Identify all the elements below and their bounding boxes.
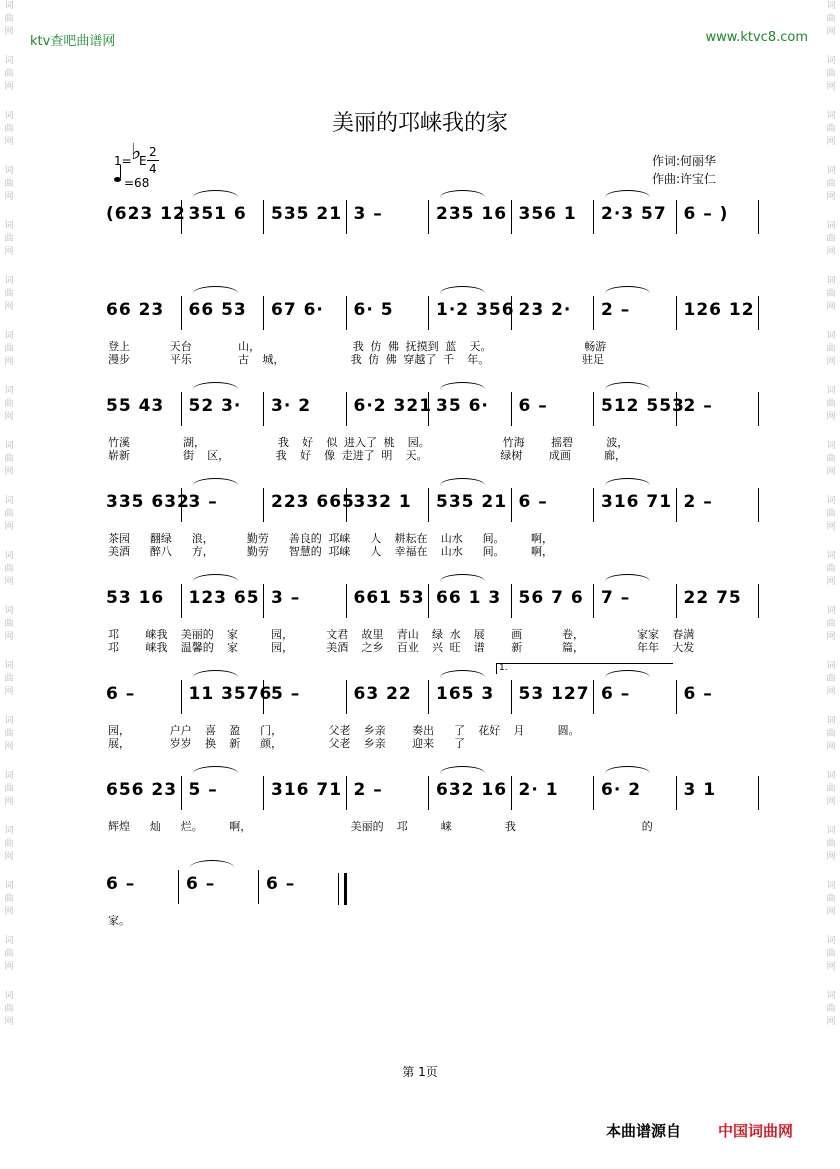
watermark-char: 网 (826, 27, 836, 37)
lyric-line: 茶园 翻绿 浪， 勤劳 善良的 邛崃 人 耕耘在 山水 间。 啊， (108, 532, 554, 545)
watermark-char: 曲 (4, 344, 14, 354)
watermark-char: 词 (826, 826, 836, 836)
watermark-char: 词 (826, 1, 836, 11)
watermark-char: 曲 (826, 894, 836, 904)
measure: 6· 5 (353, 300, 394, 320)
barline (676, 584, 677, 618)
watermark-char: 网 (826, 357, 836, 367)
barline (758, 488, 759, 522)
barline (676, 296, 677, 330)
watermark-char: 曲 (4, 399, 14, 409)
measure: 3 – (353, 204, 383, 224)
barline (511, 488, 512, 522)
barline (428, 584, 429, 618)
measure: 53 16 (106, 588, 165, 608)
watermark-char: 词 (826, 111, 836, 121)
watermark-char: 网 (826, 247, 836, 257)
barline (346, 680, 347, 714)
watermark-char: 网 (4, 192, 14, 202)
lyric-line: 美酒 醉八 方， 勤劳 智慧的 邛崃 人 幸福在 山水 间。 啊， (108, 545, 554, 558)
barline (346, 584, 347, 618)
watermark-char: 词 (4, 771, 14, 781)
barline (346, 776, 347, 810)
slur (605, 478, 650, 493)
volta-label: 1. (499, 663, 508, 673)
watermark-char: 词 (826, 991, 836, 1001)
measure: 53 127 (518, 684, 590, 704)
header-site-url[interactable]: www.ktvc8.com (705, 30, 808, 45)
watermark-char: 网 (826, 522, 836, 532)
barline (593, 200, 594, 234)
lyric-line: 崭新 街 区， 我 好 像 走进了 明 天。 绿树 成画 廊， (108, 449, 627, 462)
watermark-char: 词 (826, 771, 836, 781)
score-row (100, 396, 760, 426)
watermark-char: 词 (826, 551, 836, 561)
watermark-char: 词 (826, 661, 836, 671)
watermark-char: 词 (826, 386, 836, 396)
measure: 6·2 321 (353, 396, 433, 416)
watermark-char: 曲 (4, 454, 14, 464)
watermark-char: 曲 (826, 399, 836, 409)
measure: 67 6· (271, 300, 324, 320)
barline (181, 200, 182, 234)
measure: 656 23 (106, 780, 178, 800)
lyric-line: 登上 天台 山， 我 仿 佛 抚摸到 蓝 天。 畅游 (108, 340, 607, 353)
watermark-char: 曲 (4, 564, 14, 574)
barline (758, 296, 759, 330)
watermark-char: 网 (826, 907, 836, 917)
tempo-value: =68 (124, 176, 150, 190)
watermark-char: 曲 (4, 949, 14, 959)
volta-bracket (496, 663, 673, 674)
watermark-char: 曲 (4, 69, 14, 79)
watermark-char: 词 (4, 386, 14, 396)
watermark-char: 词 (826, 606, 836, 616)
watermark-char: 曲 (4, 289, 14, 299)
slur (190, 860, 234, 875)
slur (605, 286, 650, 301)
slur (193, 766, 238, 781)
measure: 332 1 (353, 492, 412, 512)
measure: 6 – (106, 684, 136, 704)
measure: 35 6· (436, 396, 489, 416)
barline (181, 776, 182, 810)
watermark-char: 曲 (826, 179, 836, 189)
watermark-char: 曲 (4, 784, 14, 794)
watermark-char: 网 (4, 852, 14, 862)
barline (181, 296, 182, 330)
lyric-line: 竹溪 湖， 我 好 似 进入了 桃 园。 竹海 摇碧 波， (108, 436, 629, 449)
watermark-char: 曲 (826, 839, 836, 849)
measure: 123 65 (188, 588, 260, 608)
watermark-char: 网 (4, 467, 14, 477)
watermark-char: 网 (4, 1017, 14, 1027)
watermark-char: 词 (4, 551, 14, 561)
measure: 512 553 (601, 396, 685, 416)
measure: 2·3 57 (601, 204, 667, 224)
slur (193, 382, 238, 397)
lyricist-credit: 作词:何丽华 (652, 154, 717, 168)
barline (511, 392, 512, 426)
watermark-char: 网 (826, 192, 836, 202)
watermark-char: 网 (4, 247, 14, 257)
watermark-char: 词 (4, 661, 14, 671)
watermark-char: 网 (4, 907, 14, 917)
watermark-char: 曲 (4, 509, 14, 519)
barline (181, 680, 182, 714)
watermark-char: 词 (4, 606, 14, 616)
measure: 535 21 (436, 492, 508, 512)
watermark-char: 网 (4, 412, 14, 422)
watermark-char: 曲 (4, 674, 14, 684)
watermark-char: 网 (826, 632, 836, 642)
measure: 223 665 (271, 492, 355, 512)
barline (511, 584, 512, 618)
barline (178, 870, 179, 904)
measure: 2 – (683, 492, 713, 512)
measure: 3· 2 (271, 396, 312, 416)
barline (263, 680, 264, 714)
watermark-char: 曲 (4, 619, 14, 629)
measure: 6 – (186, 874, 216, 894)
score-row (100, 780, 760, 810)
watermark-char: 词 (4, 1, 14, 11)
watermark-char: 词 (4, 496, 14, 506)
barline (181, 488, 182, 522)
measure: 2 – (353, 780, 383, 800)
barline (263, 488, 264, 522)
composer-credit: 作曲:许宝仁 (652, 172, 717, 186)
score-row (100, 684, 760, 714)
measure: 356 1 (518, 204, 577, 224)
barline (676, 776, 677, 810)
watermark-char: 网 (826, 1017, 836, 1027)
watermark-char: 曲 (826, 234, 836, 244)
measure: 535 21 (271, 204, 343, 224)
slur (605, 574, 650, 589)
barline (263, 200, 264, 234)
watermark-char: 曲 (826, 729, 836, 739)
slur (193, 478, 238, 493)
barline (593, 776, 594, 810)
slur (440, 478, 485, 493)
watermark-char: 词 (4, 111, 14, 121)
watermark-char: 网 (826, 742, 836, 752)
measure: 3 – (188, 492, 218, 512)
watermark-char: 词 (4, 441, 14, 451)
barline (511, 296, 512, 330)
watermark-char: 网 (4, 962, 14, 972)
watermark-char: 网 (826, 137, 836, 147)
watermark-char: 曲 (4, 14, 14, 24)
watermark-char: 曲 (4, 839, 14, 849)
barline (676, 680, 677, 714)
measure: 351 6 (188, 204, 247, 224)
lyric-line: 邛 崃我 美丽的 家 园， 文君 故里 青山 绿 水 展 画 卷， 家家 春满 (108, 628, 695, 641)
note-stem (120, 165, 121, 178)
barline (428, 200, 429, 234)
measure: 6 – (518, 492, 548, 512)
watermark-char: 曲 (826, 454, 836, 464)
watermark-char: 网 (826, 687, 836, 697)
watermark-char: 词 (4, 881, 14, 891)
watermark-char: 词 (4, 826, 14, 836)
barline (428, 488, 429, 522)
song-title: 美丽的邛崃我的家 (331, 111, 508, 136)
barline (428, 296, 429, 330)
measure: 126 12 (683, 300, 755, 320)
slur (440, 190, 485, 205)
footer-source-label: 本曲谱源自 (606, 1122, 682, 1140)
barline (593, 392, 594, 426)
measure: 661 53 (353, 588, 425, 608)
measure: 66 53 (188, 300, 247, 320)
measure: 6 – ) (683, 204, 729, 224)
measure: 6 – (106, 874, 136, 894)
slur (193, 190, 238, 205)
slur (440, 574, 485, 589)
page-number: 第 1页 (402, 1065, 438, 1079)
score-row (100, 492, 760, 522)
measure: 2 – (601, 300, 631, 320)
time-signature-top: 2 (149, 145, 157, 159)
measure: 5 – (271, 684, 301, 704)
barline (346, 296, 347, 330)
watermark-char: 网 (4, 522, 14, 532)
watermark-char: 曲 (826, 674, 836, 684)
slur (605, 190, 650, 205)
watermark-char: 曲 (826, 949, 836, 959)
score-row (100, 300, 760, 330)
slur (440, 670, 485, 685)
lyric-line: 展， 岁岁 换 新 颜， 父老 乡亲 迎来 了 (108, 737, 466, 750)
watermark-char: 网 (826, 577, 836, 587)
slur (605, 766, 650, 781)
measure: 1·2 356 (436, 300, 515, 320)
barline (511, 680, 512, 714)
measure: 316 71 (601, 492, 673, 512)
watermark-char: 词 (4, 331, 14, 341)
watermark-char: 网 (4, 137, 14, 147)
watermark-char: 网 (4, 27, 14, 37)
watermark-char: 网 (4, 357, 14, 367)
lyric-line: 辉煌 灿 烂。 啊， 美丽的 邛 崃 我 的 (108, 820, 653, 833)
barline (181, 584, 182, 618)
measure: 3 1 (683, 780, 717, 800)
barline (758, 776, 759, 810)
watermark-char: 网 (826, 852, 836, 862)
key-letter: E (139, 154, 147, 168)
slur (440, 766, 485, 781)
header-site-name[interactable]: ktv查吧曲谱网 (30, 34, 116, 49)
barline (263, 392, 264, 426)
watermark-char: 曲 (826, 289, 836, 299)
lyric-line: 园， 户户 喜 盈 门， 父老 乡亲 奏出 了 花好 月 圆。 (108, 724, 580, 737)
watermark-char: 网 (4, 687, 14, 697)
score-row (100, 588, 760, 618)
watermark-char: 曲 (826, 564, 836, 574)
watermark-char: 词 (826, 496, 836, 506)
watermark-char: 曲 (826, 619, 836, 629)
watermark-char: 网 (826, 467, 836, 477)
measure: 632 16 (436, 780, 508, 800)
barline (593, 296, 594, 330)
measure: 6 – (601, 684, 631, 704)
watermark-right (824, 0, 838, 1169)
watermark-char: 词 (826, 56, 836, 66)
watermark-char: 曲 (826, 784, 836, 794)
measure: 55 43 (106, 396, 165, 416)
barline (346, 488, 347, 522)
watermark-char: 网 (826, 962, 836, 972)
watermark-char: 曲 (4, 179, 14, 189)
measure: 6 – (518, 396, 548, 416)
watermark-char: 曲 (4, 894, 14, 904)
measure: 6 – (266, 874, 296, 894)
watermark-char: 词 (826, 716, 836, 726)
measure: 22 75 (683, 588, 742, 608)
watermark-char: 词 (826, 441, 836, 451)
lyric-line: 邛 崃我 温馨的 家 园， 美酒 之乡 百业 兴 旺 谱 新 篇， 年年 大发 (108, 641, 695, 654)
watermark-char: 网 (4, 82, 14, 92)
measure: 52 3· (188, 396, 242, 416)
barline (258, 870, 259, 904)
slur (440, 382, 485, 397)
barline (511, 776, 512, 810)
measure: 5 – (188, 780, 218, 800)
barline (593, 680, 594, 714)
watermark-char: 词 (4, 56, 14, 66)
measure: 6 – (683, 684, 713, 704)
watermark-char: 词 (4, 991, 14, 1001)
watermark-char: 词 (4, 166, 14, 176)
barline (428, 392, 429, 426)
key-one: 1= (114, 154, 132, 168)
slur (440, 286, 485, 301)
barline (346, 392, 347, 426)
lyric-line: 漫步 平乐 古 城， 我 仿 佛 穿越了 千 年。 驻足 (108, 353, 605, 366)
measure: 335 632 (106, 492, 190, 512)
watermark-char: 网 (826, 412, 836, 422)
final-barline (338, 873, 347, 905)
watermark-char: 网 (4, 577, 14, 587)
measure: 316 71 (271, 780, 343, 800)
measure: (623 12 (106, 204, 186, 224)
barline (593, 488, 594, 522)
measure: 6· 2 (601, 780, 642, 800)
slur (193, 670, 238, 685)
watermark-char: 曲 (4, 234, 14, 244)
barline (511, 200, 512, 234)
watermark-char: 曲 (826, 124, 836, 134)
watermark-char: 网 (826, 302, 836, 312)
watermark-char: 词 (826, 331, 836, 341)
watermark-char: 曲 (4, 1004, 14, 1014)
watermark-char: 词 (826, 881, 836, 891)
watermark-char: 词 (4, 716, 14, 726)
barline (676, 200, 677, 234)
watermark-char: 词 (4, 221, 14, 231)
barline (593, 584, 594, 618)
time-signature-line (147, 160, 159, 161)
measure: 66 23 (106, 300, 165, 320)
watermark-char: 词 (4, 276, 14, 286)
watermark-char: 词 (826, 936, 836, 946)
barline (676, 488, 677, 522)
watermark-char: 曲 (4, 124, 14, 134)
watermark-char: 网 (4, 742, 14, 752)
barline (263, 584, 264, 618)
slur (605, 382, 650, 397)
barline (428, 680, 429, 714)
watermark-char: 网 (4, 632, 14, 642)
measure: 63 22 (353, 684, 412, 704)
measure: 2· 1 (518, 780, 559, 800)
barline (428, 776, 429, 810)
watermark-char: 网 (826, 82, 836, 92)
measure: 56 7 6 (518, 588, 584, 608)
measure: 235 16 (436, 204, 508, 224)
barline (263, 776, 264, 810)
measure: 2 – (683, 396, 713, 416)
barline (346, 200, 347, 234)
watermark-left (2, 0, 16, 1169)
barline (181, 392, 182, 426)
watermark-char: 词 (826, 276, 836, 286)
watermark-char: 词 (4, 936, 14, 946)
watermark-char: 曲 (4, 729, 14, 739)
measure: 66 1 3 (436, 588, 502, 608)
score-row (100, 204, 760, 234)
footer-site-link[interactable]: 中国词曲网 (718, 1122, 794, 1140)
slur (193, 286, 238, 301)
watermark-char: 曲 (826, 14, 836, 24)
watermark-char: 网 (4, 302, 14, 312)
barline (758, 392, 759, 426)
lyric-line: 家。 (108, 914, 130, 927)
watermark-char: 词 (826, 166, 836, 176)
barline (676, 392, 677, 426)
watermark-char: 曲 (826, 69, 836, 79)
watermark-char: 曲 (826, 344, 836, 354)
watermark-char: 词 (826, 221, 836, 231)
barline (758, 200, 759, 234)
watermark-char: 曲 (826, 509, 836, 519)
slur (193, 574, 238, 589)
flat-icon: ♭ (131, 140, 142, 165)
measure: 11 3576 (188, 684, 273, 704)
watermark-char: 曲 (826, 1004, 836, 1014)
measure: 3 – (271, 588, 301, 608)
barline (758, 584, 759, 618)
measure: 23 2· (518, 300, 572, 320)
barline (263, 296, 264, 330)
watermark-char: 网 (4, 797, 14, 807)
measure: 7 – (601, 588, 631, 608)
watermark-char: 网 (826, 797, 836, 807)
measure: 165 3 (436, 684, 495, 704)
time-signature-bottom: 4 (149, 162, 157, 176)
score-row (100, 874, 760, 904)
